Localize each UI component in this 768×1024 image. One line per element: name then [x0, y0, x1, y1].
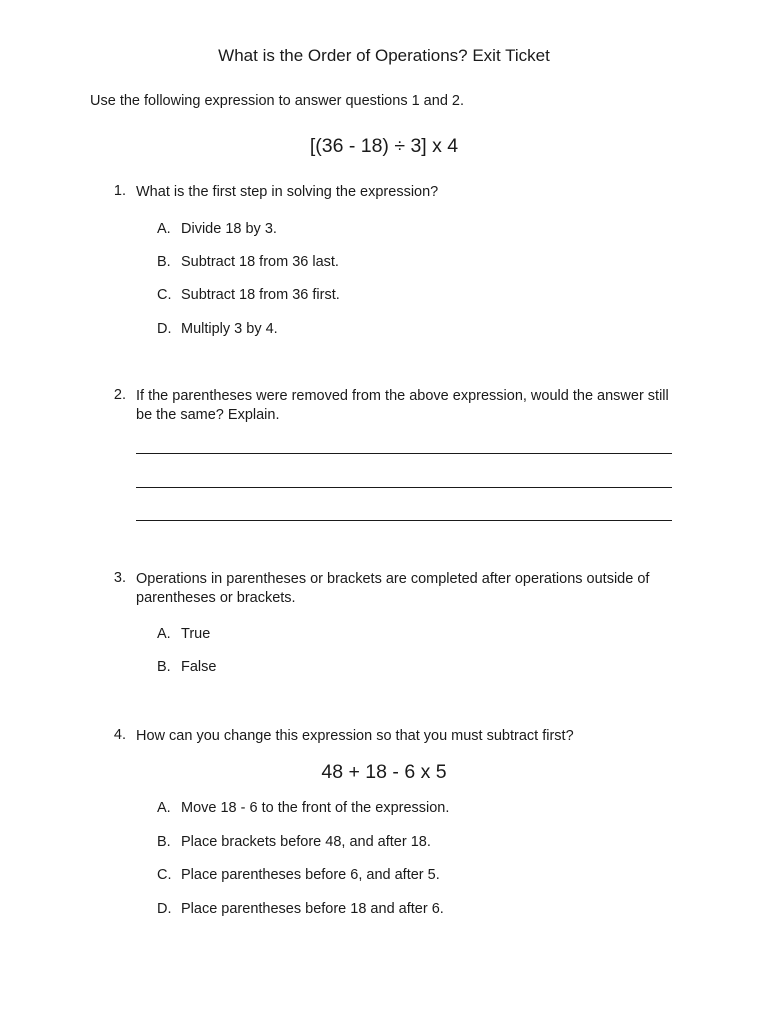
q1-option-d-letter: D.	[157, 321, 172, 337]
question-2-text: If the parentheses were removed from the above expression, would the answer still be the same? Explain.	[136, 388, 669, 423]
q3-option-a-letter: A.	[157, 626, 171, 642]
expression-main: [(36 - 18) ÷ 3] x 4	[309, 135, 459, 157]
q4-option-d-text: Place parentheses before 18 and after 6.	[181, 901, 444, 917]
q3-option-b-letter: B.	[157, 659, 171, 675]
q4-option-b-text: Place brackets before 48, and after 18.	[181, 834, 431, 850]
question-3-text: Operations in parentheses or brackets are completed after operations outside of parentheses or brackets.	[136, 571, 650, 606]
q4-option-c-letter: C.	[157, 867, 172, 883]
question-4-number: 4.	[113, 727, 126, 743]
q4-option-a-text: Move 18 - 6 to the front of the expression.	[181, 800, 450, 816]
q4-option-a-letter: A.	[157, 800, 171, 816]
question-1-number: 1.	[113, 183, 126, 199]
q1-option-d-text: Multiply 3 by 4.	[181, 321, 278, 337]
q3-option-b-text: False	[181, 659, 217, 675]
q1-option-a-letter: A.	[157, 221, 171, 237]
q1-option-c-letter: C.	[157, 287, 172, 303]
instructions-text: Use the following expression to answer questions 1 and 2.	[90, 93, 464, 109]
page-title: What is the Order of Operations? Exit Ticket	[218, 46, 550, 65]
q4-option-c-text: Place parentheses before 6, and after 5.	[181, 867, 440, 883]
q4-option-b-letter: B.	[157, 834, 171, 850]
answer-line-1	[136, 453, 672, 454]
q1-option-b-letter: B.	[157, 254, 171, 270]
q3-option-a-text: True	[181, 626, 211, 642]
answer-line-2	[136, 487, 672, 488]
question-3-number: 3.	[113, 570, 126, 586]
question-2-number: 2.	[113, 387, 126, 403]
question-4-text: How can you change this expression so that you must subtract first?	[136, 728, 574, 744]
q1-option-b-text: Subtract 18 from 36 last.	[181, 254, 339, 270]
expression-q4: 48 + 18 - 6 x 5	[321, 761, 447, 783]
q1-option-a-text: Divide 18 by 3.	[181, 221, 277, 237]
q1-option-c-text: Subtract 18 from 36 first.	[181, 287, 340, 303]
q4-option-d-letter: D.	[157, 901, 172, 917]
answer-line-3	[136, 520, 672, 521]
question-1-text: What is the first step in solving the expression?	[136, 184, 439, 200]
